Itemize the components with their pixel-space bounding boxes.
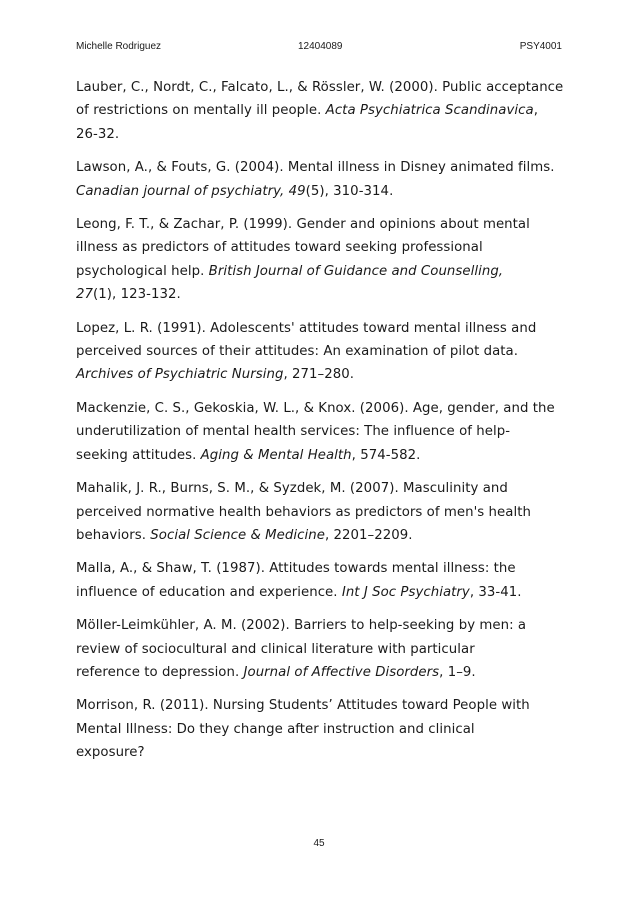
page-number: 45 — [313, 838, 325, 849]
reference-list — [76, 76, 576, 775]
reference-entry-mackenzie: Mackenzie, C. S., Gekoskia, W. L., & Knox. (2006). Age, gender, and the underutilization of mental health services: The influence of help- seeking attitudes. Aging & Mental Health, 574-582. — [76, 400, 555, 463]
reference-entry-leong: Leong, F. T., & Zachar, P. (1999). Gender and opinions about mental illness as predictors of attitudes toward seeking professional psychological help. British Journal of Guidance and Counselling, 27(1), 123-132. — [76, 217, 530, 303]
journal-title: Acta Psychiatrica Scandinavica — [325, 103, 534, 119]
journal-volume: 27 — [76, 287, 94, 303]
header-student-id: 12404089 — [298, 41, 343, 52]
reference-entry-mahalik: Mahalik, J. R., Burns, S. M., & Syzdek, M. (2007). Masculinity and perceived normative health behaviors as predictors of men's health behaviors. Social Science & Medicine, 2201–2209. — [76, 481, 531, 543]
header-course: PSY4001 — [519, 41, 562, 52]
journal-title: Aging & Mental Health — [200, 447, 352, 463]
reference-entry-morrison: Morrison, R. (2011). Nursing Students’ Attitudes toward People with Mental Illness: Do they change after instruction and clinical exposure? — [76, 698, 530, 761]
journal-title: Int J Soc Psychiatry — [341, 584, 470, 600]
journal-title: British Journal of Guidance and Counselling, — [208, 263, 504, 279]
header-author: Michelle Rodriguez — [76, 41, 162, 52]
reference-entry-malla: Malla, A., & Shaw, T. (1987). Attitudes towards mental illness: the influence of education and experience. Int J Soc Psychiatry, 33-41. — [76, 561, 522, 600]
journal-title: Journal of Affective Disorders — [243, 664, 440, 680]
journal-title: Canadian journal of psychiatry, 49 — [76, 183, 306, 199]
reference-entry-lopez: Lopez, L. R. (1991). Adolescents' attitudes toward mental illness and perceived sources of their attitudes: An examination of pilot data. Archives of Psychiatric Nursing, 271–280. — [76, 320, 537, 383]
reference-entry-moller-leimkuhler: Möller-Leimkühler, A. M. (2002). Barriers to help-seeking by men: a review of sociocultural and clinical literature with particular reference to depression. Journal of Affective Disorders, 1–9. — [76, 618, 527, 680]
journal-title: Archives of Psychiatric Nursing — [76, 367, 284, 383]
page-header — [76, 41, 562, 55]
reference-entry-lauber: Lauber, C., Nordt, C., Falcato, L., & Rössler, W. (2000). Public acceptance of restrictions on mentally ill people. Acta Psychiatrica Scandinavica, 26-32. — [76, 80, 564, 142]
journal-title: Social Science & Medicine — [150, 527, 325, 543]
reference-entry-lawson: Lawson, A., & Fouts, G. (2004). Mental illness in Disney animated films. Canadian journal of psychiatry, 49(5), 310-314. — [76, 160, 555, 199]
